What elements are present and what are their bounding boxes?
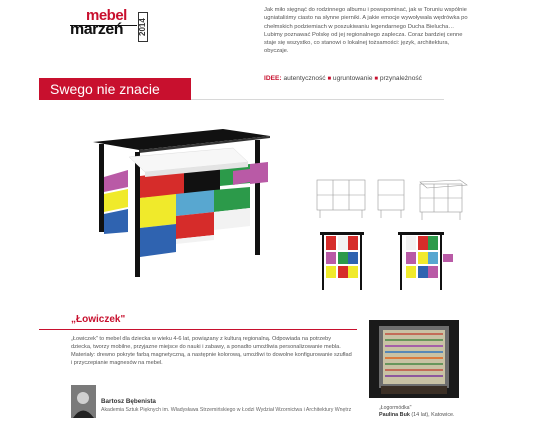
title-divider bbox=[191, 99, 444, 100]
idea-item: przynależność bbox=[379, 75, 422, 82]
page-title: Swego nie znacie bbox=[50, 81, 160, 97]
section-title: „Łowiczek" bbox=[71, 314, 126, 325]
ideas-label: IDEE: bbox=[264, 75, 282, 82]
drawing-title: „Łogormódka" bbox=[379, 405, 412, 411]
child-name: Paulina Buk bbox=[379, 412, 410, 418]
drawing-author bbox=[379, 412, 455, 418]
logo bbox=[66, 8, 150, 42]
technical-views bbox=[312, 170, 472, 300]
bullet-icon: ■ bbox=[374, 76, 378, 82]
bullet-icon: ■ bbox=[327, 76, 332, 82]
idea-item: ugruntowanie bbox=[332, 75, 373, 82]
intro-paragraph: Jak miło sięgnąć do rodzinnego albumu i powspominać, jak w Toruniu wspólnie ugniataliśmy ciasto na słynne pierniki. A jakie emocje wywoływała wędrówka po chełmskich podziemiach w poszukiwaniu legendarnego Ducha Bielucha… Lubimy poznawać Polskę od jej regionalnego zaplecza. Coraz bardziej cenne staje się wszystko, co stanowi o lokalnej tożsamości: język, architektura, obyczaje. bbox=[264, 7, 468, 55]
ideas-line bbox=[264, 75, 422, 82]
logo-year: 2014 bbox=[138, 12, 148, 42]
section-divider bbox=[39, 329, 357, 330]
child-age: (14 lat), bbox=[411, 412, 430, 418]
child-drawing bbox=[369, 320, 459, 398]
author-affiliation: Akademia Sztuk Pięknych im. Władysława Strzemińskiego w Łodzi Wydział Wzornictwa i Architektury Wnętrz bbox=[101, 407, 352, 413]
child-city: Katowice. bbox=[431, 412, 455, 418]
idea-item: autentyczność bbox=[283, 75, 326, 82]
logo-word-1: mebel bbox=[86, 7, 127, 24]
furniture-render bbox=[73, 112, 297, 292]
logo-word-2: marzeń bbox=[70, 21, 124, 38]
title-banner bbox=[39, 78, 191, 100]
author-photo bbox=[71, 385, 96, 418]
description-paragraph: „Łowiczek" to mebel dla dziecka w wieku 4-6 lat, powiązany z kulturą regionalną. Odpowiada na potrzeby dziecka, tworzy mobilne, przyjazne miejsce do nauki i zabawy, a ponadto umożliwia personalizowanie mebla. Materiały: drewno pokryte farbą magnetyczną, a następnie kolorową, umożliwi to dowolne konfigurowanie szufład i przyczepianie magnesów na mebel. bbox=[71, 336, 352, 367]
author-name: Bartosz Bębenista bbox=[101, 398, 156, 405]
